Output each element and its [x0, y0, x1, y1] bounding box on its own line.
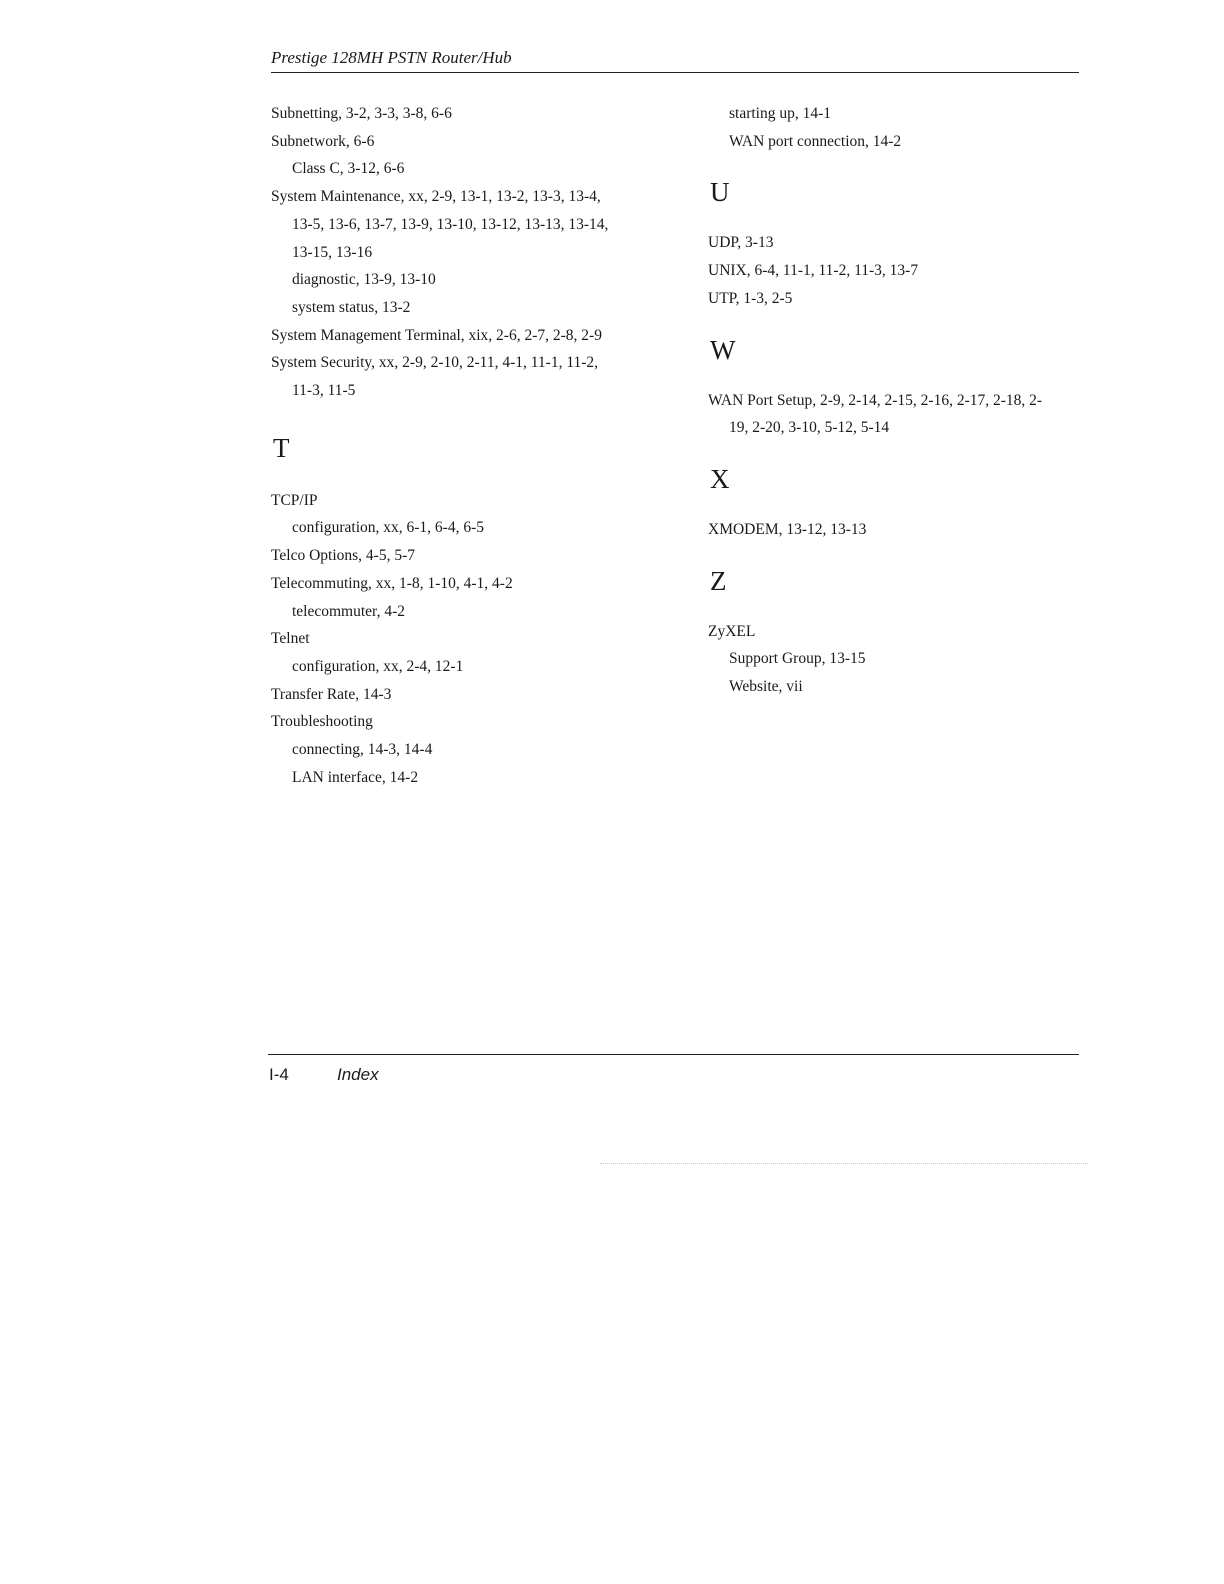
index-entry: Subnetwork, 6-6	[271, 132, 375, 150]
index-column-right	[708, 100, 1088, 701]
index-subentry: configuration, xx, 2-4, 12-1	[292, 657, 464, 675]
index-subentry: LAN interface, 14-2	[292, 768, 419, 786]
index-subentry: Support Group, 13-15	[729, 650, 866, 668]
footer-section-label: Index	[337, 1065, 379, 1084]
index-entry: UDP, 3-13	[708, 234, 774, 252]
index-entry: System Maintenance, xx, 2-9, 13-1, 13-2, 13-3, 13-4,	[271, 188, 601, 206]
index-entry-continuation: 13-15, 13-16	[292, 243, 373, 261]
index-subentry: Class C, 3-12, 6-6	[292, 160, 405, 178]
index-section-letter: Z	[710, 565, 727, 596]
scan-artifact-line	[600, 1163, 1088, 1164]
index-subentry: configuration, xx, 6-1, 6-4, 6-5	[292, 519, 484, 537]
index-subentry: connecting, 14-3, 14-4	[292, 741, 433, 759]
index-entry: Telnet	[271, 630, 310, 648]
index-entry: Telecommuting, xx, 1-8, 1-10, 4-1, 4-2	[271, 574, 513, 592]
index-entry: System Management Terminal, xix, 2-6, 2-7, 2-8, 2-9	[271, 326, 602, 344]
index-subentry: diagnostic, 13-9, 13-10	[292, 271, 436, 289]
header-title: Prestige 128MH PSTN Router/Hub	[271, 48, 512, 67]
index-subentry: telecommuter, 4-2	[292, 602, 406, 620]
page-header	[271, 46, 1079, 73]
index-subentry: WAN port connection, 14-2	[729, 132, 902, 150]
index-entry: XMODEM, 13-12, 13-13	[708, 520, 867, 538]
index-section-letter: T	[273, 432, 290, 463]
index-entry: UTP, 1-3, 2-5	[708, 289, 793, 307]
index-entry-continuation: 11-3, 11-5	[292, 382, 356, 400]
page-number: I-4	[269, 1065, 289, 1084]
index-entry: WAN Port Setup, 2-9, 2-14, 2-15, 2-16, 2-17, 2-18, 2-	[708, 391, 1043, 409]
index-entry: System Security, xx, 2-9, 2-10, 2-11, 4-1, 11-1, 11-2,	[271, 354, 599, 372]
index-section-letter: W	[710, 334, 736, 365]
page-footer	[268, 1054, 1079, 1084]
index-subentry: starting up, 14-1	[729, 105, 832, 122]
index-section-letter: X	[710, 463, 730, 494]
index-entry: Telco Options, 4-5, 5-7	[271, 547, 415, 565]
index-entry: ZyXEL	[708, 622, 756, 640]
index-entry: UNIX, 6-4, 11-1, 11-2, 11-3, 13-7	[708, 262, 919, 280]
index-subentry: system status, 13-2	[292, 298, 411, 316]
index-entry: Subnetting, 3-2, 3-3, 3-8, 6-6	[271, 105, 452, 122]
index-entry-continuation: 19, 2-20, 3-10, 5-12, 5-14	[729, 419, 890, 437]
index-section-letter: U	[710, 177, 730, 208]
index-entry-continuation: 13-5, 13-6, 13-7, 13-9, 13-10, 13-12, 13-13, 13-14,	[292, 215, 609, 233]
index-entry: TCP/IP	[271, 491, 318, 509]
index-subentry: Website, vii	[729, 678, 803, 696]
index-entry: Transfer Rate, 14-3	[271, 685, 392, 703]
index-entry: Troubleshooting	[271, 713, 373, 731]
index-column-left	[271, 100, 671, 791]
